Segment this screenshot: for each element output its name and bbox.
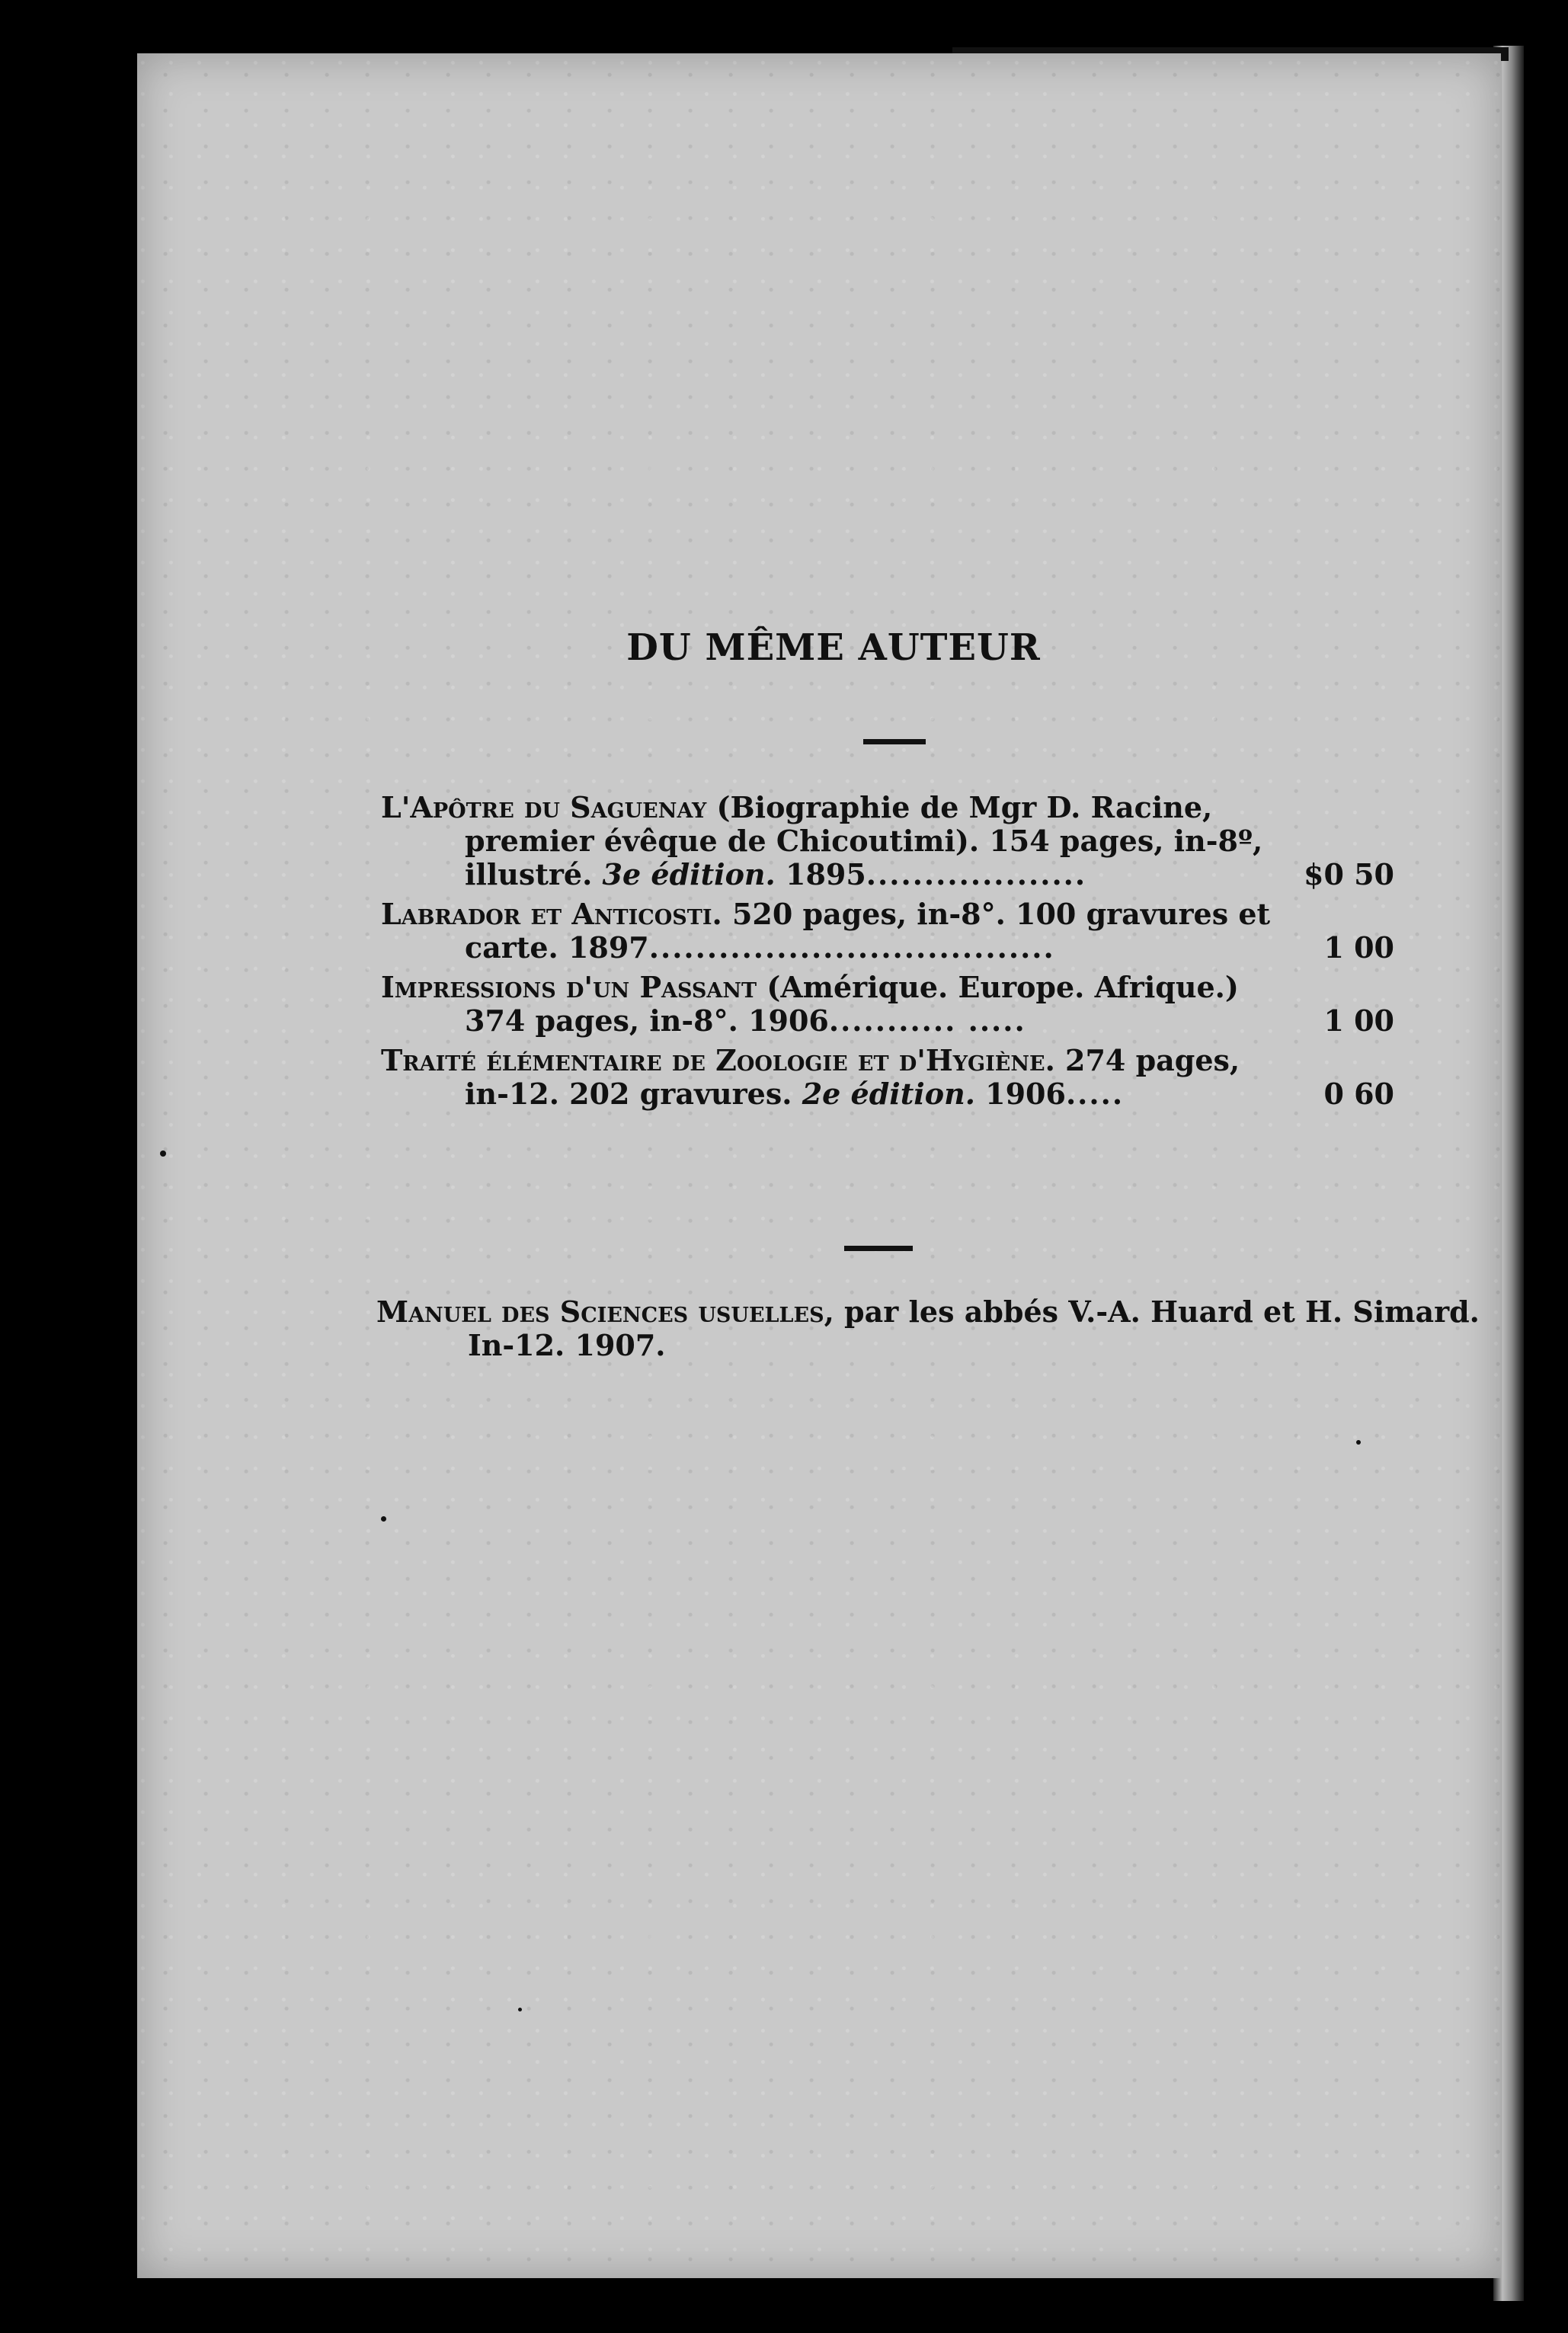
section-heading: DU MÊME AUTEUR bbox=[626, 626, 1041, 669]
entry-text bbox=[381, 1044, 1284, 1111]
entry-edition: 2e édition. bbox=[802, 1077, 975, 1111]
bibliography-list bbox=[381, 791, 1402, 1117]
bibliography-entry bbox=[381, 791, 1402, 891]
scanned-page bbox=[137, 53, 1501, 2278]
leader-dots: ........... ..... bbox=[828, 1003, 1026, 1038]
divider-rule bbox=[844, 1246, 913, 1251]
entry-description: 520 pages, in-8°. 100 gravures et carte. 1897 bbox=[465, 897, 1271, 965]
speck bbox=[518, 2008, 522, 2011]
entry-year: 1895 bbox=[775, 857, 866, 891]
entry-title: Labrador et Anticosti. bbox=[381, 897, 722, 931]
bibliography-entry bbox=[381, 971, 1402, 1038]
leader-dots: ..... bbox=[1065, 1077, 1125, 1111]
bibliography-entry bbox=[381, 1044, 1402, 1111]
entry-title: Traité élémentaire de Zoologie et d'Hygiène. bbox=[381, 1043, 1055, 1077]
entry-price: 0 60 bbox=[1323, 1077, 1394, 1111]
manuel-title: Manuel des Sciences usuelles, bbox=[376, 1295, 834, 1329]
leader-dots: ................... bbox=[866, 857, 1087, 891]
entry-price: 1 00 bbox=[1323, 930, 1394, 965]
manuel-description: par les abbés V.-A. Huard et H. Simard. In-12. 1907. bbox=[468, 1295, 1480, 1362]
entry-text bbox=[381, 791, 1284, 891]
entry-text bbox=[381, 971, 1284, 1038]
entry-price: $0 50 bbox=[1304, 857, 1394, 891]
manuel-entry bbox=[376, 1295, 1481, 1362]
entry-title: L'Apôtre du Saguenay bbox=[381, 790, 707, 824]
entry-description: (Amérique. Europe. Afrique.) 374 pages, in-8°. 1906 bbox=[465, 970, 1239, 1038]
entry-edition: 3e édition. bbox=[602, 857, 776, 891]
bibliography-entry bbox=[381, 898, 1402, 965]
entry-text bbox=[381, 898, 1284, 965]
entry-description: (Biographie de Mgr D. Racine, premier évêque de Chicoutimi). 154 pages, in-8º, illustré. bbox=[465, 790, 1263, 891]
entry-description: 274 pages, in-12. 202 gravures. bbox=[465, 1043, 1240, 1111]
divider-rule bbox=[863, 739, 926, 744]
speck bbox=[160, 1150, 166, 1157]
leader-dots: ................................... bbox=[648, 930, 1055, 965]
entry-year: 1906 bbox=[974, 1077, 1066, 1111]
speck bbox=[381, 1516, 386, 1522]
entry-price: 1 00 bbox=[1323, 1003, 1394, 1038]
entry-title: Impressions d'un Passant bbox=[381, 970, 757, 1004]
speck bbox=[1356, 1440, 1361, 1445]
